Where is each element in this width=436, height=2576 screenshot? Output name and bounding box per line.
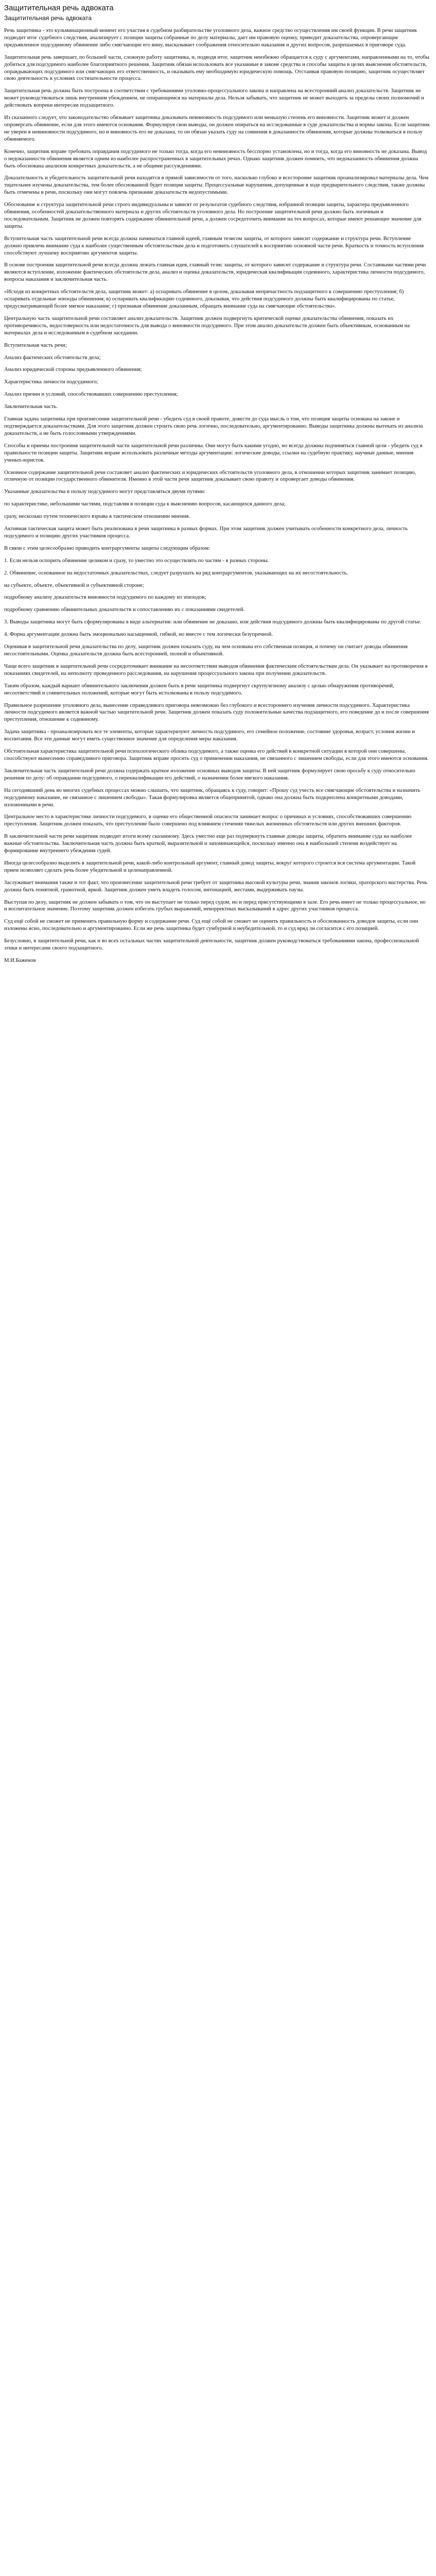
paragraph: В связи с этим целесообразно приводить контраргументы защиты следующим образом: bbox=[4, 545, 211, 551]
paragraph: Анализ фактических обстоятельств дела; bbox=[4, 354, 101, 361]
paragraph: Анализ причин и условий, способствовавших совершению преступления; bbox=[4, 391, 178, 398]
paragraph: Заслуживает внимания также и тот факт, что произнесение защитительной речи требует от защитника высокой культуры речи, знания законов логики, ораторского мастерства. Речь должна быть понятной, грамотной, яркой. Защитник должен уметь владеть голосом, интонацией, жестами, выдерживать паузы. bbox=[4, 879, 427, 893]
paragraph: Характеристика личности подсудимого; bbox=[4, 379, 98, 385]
paragraph: Обоснование и структура защитительной речи строго индивидуальны и зависят от результатов судебного следствия, избранной позиции защиты, характера предъявленного обвинения, особенностей доказательственного материала и других обстоятельств уголовного дела. Но построение защитительной речи должно быть логичным и последовательным. Защитник не должен повторять содержание обвинительной речи, а должен сосредоточить внимание на тех вопросах, которые имеют решающее значение для защиты. bbox=[4, 201, 422, 229]
paragraph: 3. Выводы защитника могут быть сформулированы в виде альтернатив: или обвинение не доказано, или действия подсудимого должны быть квалифицированы по другой статье. bbox=[4, 619, 422, 625]
paragraph: Заключительная часть. bbox=[4, 403, 58, 410]
paragraph: на субъекте, объекте, объективной и субъективной стороне; bbox=[4, 582, 144, 588]
paragraph: Главная задача защитника при произнесении защитительной речи - убедить суд в своей правоте, довести до суда мысль о том, что позиция защиты основана на законе и подтверждается доказательствами. Для этого защитник должен строить свою речь логично, последовательно, аргументированно. Выводы защитника должны вытекать из анализа доказательств, а не быть голословными утверждениями. bbox=[4, 416, 423, 436]
paragraph: Оценивая в защитительной речи доказательства по делу, защитник должен показать суду, на чем основана его собственная позиция, и почему он считает доводы обвинения несостоятельными. Оценка доказательств должна быть всесторонней, полной и объективной. bbox=[4, 643, 408, 657]
paragraph: 1. Если нельзя оспорить обвинение целиком и сразу, то уместно это осуществлять по частям - в разных стороны. bbox=[4, 557, 269, 564]
paragraph: Защитительная речь должна быть построена в соответствии с требованиями уголовно-процессуального закона и направлена на всесторонний анализ доказательств. Защитник не может руководствоваться лишь внутренним убеждением, не опирающимся на материалы дела. Нельзя забывать, что защитник не может выходить за пределы своих полномочий и действовать вопреки интересам подзащитного. bbox=[4, 88, 424, 109]
paragraph: 4. Форма аргументации должна быть эмоционально насыщенной, гибкой, но вместе с тем логически безупречной. bbox=[4, 631, 273, 638]
paragraph: Таким образом, каждый вариант обвинительного заключения должен быть в речи защитника подвергнут скрупулезному анализу с целью обнаружения противоречий, несоответствий и сомнительных положений, которые могут быть истолкованы в пользу подсудимого. bbox=[4, 682, 394, 696]
paragraph: сразу, несколько путем технического взрыва в тактическом отношении мнения. bbox=[4, 513, 190, 520]
paragraph: Обстоятельная характеристика защитительной речи психологического облика подсудимого, а также оценка его действий в конкретной ситуации в которой они совершены, способствуют вынесению справедливого приговора. Защитник вправе просить суд о применении наказания, не связанного с лишением свободы, если для этого имеются основания. bbox=[4, 748, 429, 761]
paragraph: Из сказанного следует, что законодательство обязывает защитника доказывать невиновность подсудимого или меньшую степень его виновности. Защитник может и должен опровергать обвинение, если для этого имеются основания. Формулируя свои выводы, он должен опираться на исследованные в суде доказательства и нормы закона. Если защитник не уверен в невиновности подсудимого, но и виновность его не доказана, то он обязан указать суду на сомнения в доказанности обвинения, которые должны толковаться в пользу обвиняемого. bbox=[4, 114, 430, 142]
document-page bbox=[0, 0, 436, 979]
paragraph: Вступительная часть защитительной речи всегда должна начинаться главной идеей, главным тезисом защиты, от которого зависит содержание и структура речи. Вступление должно привлечь внимание суда к наиболее существенным обстоятельствам дела и подготовить слушателей к восприятию основной части речи. Краткость и точность вступления способствуют лучшему восприятию аргументов защиты. bbox=[4, 235, 424, 256]
paragraph: Суд ещё собой не сможет не применять правильную форму и содержание речи. Суд ещё собой не сможет не оценить правильность и обоснованность доводов защиты, если они изложены ясно, последовательно и аргументированно. Если же речь защитника будет сумбурной и неубедительной, то и суд вряд ли согласится с его позицией. bbox=[4, 918, 418, 932]
paragraph: 2. Обвинение, основанное на недостаточных доказательствах, следует разрушать на ряд контраргументов, указывающих на их несостоятельность. bbox=[4, 569, 348, 576]
paragraph: Заключительная часть защитительной речи должна содержать краткое изложение основных выводов защиты. В ней защитник формулирует свою просьбу к суду относительно решения по делу: об оправдании подсудимого, о переквалификации его действий, о назначении более мягкого наказания. bbox=[4, 767, 415, 781]
paragraph: Защитительная речь завершает, по большей части, сложную работу защитника, и, подводя итог, защитник неизбежно обращается к суду с аргументами, направленными на то, чтобы добиться для подсудимого наиболее благоприятного решения. Защитник обязан использовать все указанные в законе средства и способы защиты в целях выяснения обстоятельств, оправдывающих подсудимого или смягчающих его ответственность, и оказывать ему необходимую юридическую помощь. Отстаивая правовую позицию, защитник осуществляет свою деятельность в условиях состязательности процесса. bbox=[4, 54, 429, 82]
paragraph: Конечно, защитник вправе требовать оправдания подсудимого не только тогда, когда его невиновность бесспорно установлена, но и тогда, когда его виновность не доказана. Вывод о недоказанности обвинения является одним из наиболее распространенных в защитительных речах. Однако защитник должен помнить, что недоказанность обвинения должна быть обоснована анализом конкретных доказательств, а не общими рассуждениями. bbox=[4, 148, 427, 169]
paragraph: На сегодняшний день во многих судебных процессах можно слышать, что защитник, обращаясь к суду, говорит: «Прошу суд учесть все смягчающие обстоятельства и назначить подсудимому наказание, не связанное с лишением свободы». Такая формулировка является общепринятой, однако она должна быть подкреплена конкретными доводами, изложенными в речи. bbox=[4, 787, 421, 808]
paragraph: «Исходя из конкретных обстоятельств дела, защитник может: а) оспаривать обвинение в целом, доказывая непричастность подзащитного к совершению преступления; б) оспаривать отдельные эпизоды обвинения; в) оспаривать квалификацию содеянного, доказывая, что действия подсудимого должны быть квалифицированы по статье, предусматривающей более мягкое наказание; г) признавая обвинение доказанным, обращать внимание суда на смягчающие обстоятельства». bbox=[4, 289, 404, 309]
paragraph: Безусловно, в защитительной речи, как и во всех остальных частях защитительной деятельности, защитник должен руководствоваться требованиями закона, профессиональной этики и интересами своего подзащитного. bbox=[4, 938, 419, 952]
paragraph: Основное содержание защитительной речи составляет анализ фактических и юридических обстоятельств уголовного дела, в отношении которых защитник занимает позицию, отличную от позиции государственного обвинителя. Именно в этой части речи защитник доказывает свою правоту и опровергает доводы обвинения. bbox=[4, 469, 416, 483]
paragraph: Способы и приемы построения защитительной части защитительной речи различны. Они могут быть какими угодно, но всегда должны подчиняться главной цели - убедить суд в правильности позиции защиты. Защитник вправе использовать различные методы аргументации: логические доводы, ссылки на судебную практику, научные данные, мнения ученых-юристов. bbox=[4, 442, 423, 463]
paragraph: В заключительной части речи защитник подводит итоги всему сказанному. Здесь уместно еще раз подчеркнуть главные доводы защиты, обратить внимание суда на наиболее важные обстоятельства. Заключительная часть должна быть краткой, выразительной и запоминающейся, поскольку именно она в наибольшей степени воздействует на формирование внутреннего убеждения судей. bbox=[4, 833, 412, 854]
paragraph: подробному анализу доказательств виновности подсудимого по каждому из эпизодов; bbox=[4, 594, 206, 601]
paragraph: Анализ юридической стороны предъявленного обвинения; bbox=[4, 366, 142, 373]
paragraph: Правильное разрешение уголовного дела, вынесение справедливого приговора невозможно без глубокого и всестороннего изучения личности подсудимого. Характеристика личности подсудимого является важной частью защитительной речи. Защитник должен показать суду положительные качества подзащитного, его поведение до и после совершения преступления, отношение к содеянному. bbox=[4, 702, 429, 723]
paragraph: Иногда целесообразно выделить в защитительной речи, какой-либо контрольный аргумент, главный довод защиты, вокруг которого строится вся система аргументации. Такой прием позволяет сделать речь более убедительной и целенаправленной. bbox=[4, 859, 416, 873]
paragraph: Вступительная часть речи; bbox=[4, 342, 67, 348]
paragraph: Активная тактическая защита может быть реализована в речи защитника в разных формах. При этом защитник должен учитывать особенности конкретного дела, личность подсудимого и позицию других участников процесса. bbox=[4, 526, 408, 539]
paragraph: Выступая по делу, защитник не должен забывать о том, что он выступает не только перед судом, но и перед присутствующими в зале. Его речь имеет не только процессуальное, но и воспитательное значение. Поэтому защитник должен избегать грубых выражений, некорректных высказываний в адрес других участников процесса. bbox=[4, 899, 426, 912]
paragraph: В основе построения защитительной речи всегда должна лежать главная идея, главный тезис защиты, от которого зависит содержание и структура речи. Составными частями речи являются вступление, изложение фактических обстоятельств дела, анализ и оценка доказательств, юридическая квалификация содеянного, характеристика личности подсудимого, вопросы наказания и заключительная часть. bbox=[4, 262, 426, 283]
document-subtitle: Защитительная речь адвоката bbox=[4, 14, 92, 22]
paragraph: Центральное место в характеристике личности подсудимого, в оценке его общественной опасности занимает вопрос о причинах и условиях, способствовавших совершению преступления. Защитник должен показать, что преступление было совершено под влиянием стечения тяжелых жизненных обстоятельств или других внешних факторов. bbox=[4, 814, 412, 827]
paragraph: Указанные доказательства в пользу подсудимого могут представляться двумя путями: bbox=[4, 488, 205, 495]
author-signature: М.И.Баженов bbox=[4, 957, 36, 963]
document-body bbox=[4, 27, 430, 952]
paragraph: по характеристике, небольшими частями, подставляя в позиции суда к выяснению вопросов, касающихся данного дела; bbox=[4, 501, 286, 507]
paragraph: Чаще всего защитник в защитительной речи сосредоточивает внимание на несоответствии выводов обвинения фактическим обстоятельствам дела. Он указывает на противоречия в показаниях свидетелей, на неполноту проведенного расследования, на нарушения процессуального закона при получении доказательств. bbox=[4, 663, 428, 676]
paragraph: Речь защитника - это кульминационный момент его участия в судебном разбирательстве уголовного дела, важное средство осуществления им своей функции. В речи защитник подводит итог судебного следствия, анализирует с позиции защиты собранные по делу материалы, дает им правовую оценку, приводит доказательства, опровергающие предъявленное подсудимому обвинение либо смягчающие его вину, высказывает соображения относительно наказания и других вопросов, разрешаемых в приговоре суда. bbox=[4, 27, 417, 48]
document-title: Защитительная речь адвоката bbox=[4, 4, 114, 12]
paragraph: Центральную часть защитительной речи составляет анализ доказательств. Защитник должен подвергнуть критической оценке доказательства обвинения, показать их противоречивость, недостоверность или недостаточность для вывода о виновности подсудимого. При этом анализ доказательств должен быть объективным, основанным на материалах дела и исследованным в судебном заседании. bbox=[4, 315, 410, 336]
paragraph: подробному сравнению обвинительных доказательств и сопоставлению их с показаниями свидетелей. bbox=[4, 606, 245, 613]
paragraph: Доказательность и убедительность защитительной речи находятся в прямой зависимости от того, насколько глубоко и всесторонне защитник проанализировал материалы дела. Чем тщательнее изучены доказательства, тем более обоснованной будет позиция защиты. Процессуальные нарушения, допущенные в ходе предварительного следствия, также должны быть отмечены в речи, поскольку они могут повлечь признание доказательств недопустимыми. bbox=[4, 175, 429, 196]
paragraph: Задача защитника - проанализировать все те элементы, которые характеризуют личность подсудимого, его семейное положение, состояние здоровья, возраст, условия жизни и воспитания. Все эти данные могут иметь существенное значение для определения меры наказания. bbox=[4, 728, 415, 742]
